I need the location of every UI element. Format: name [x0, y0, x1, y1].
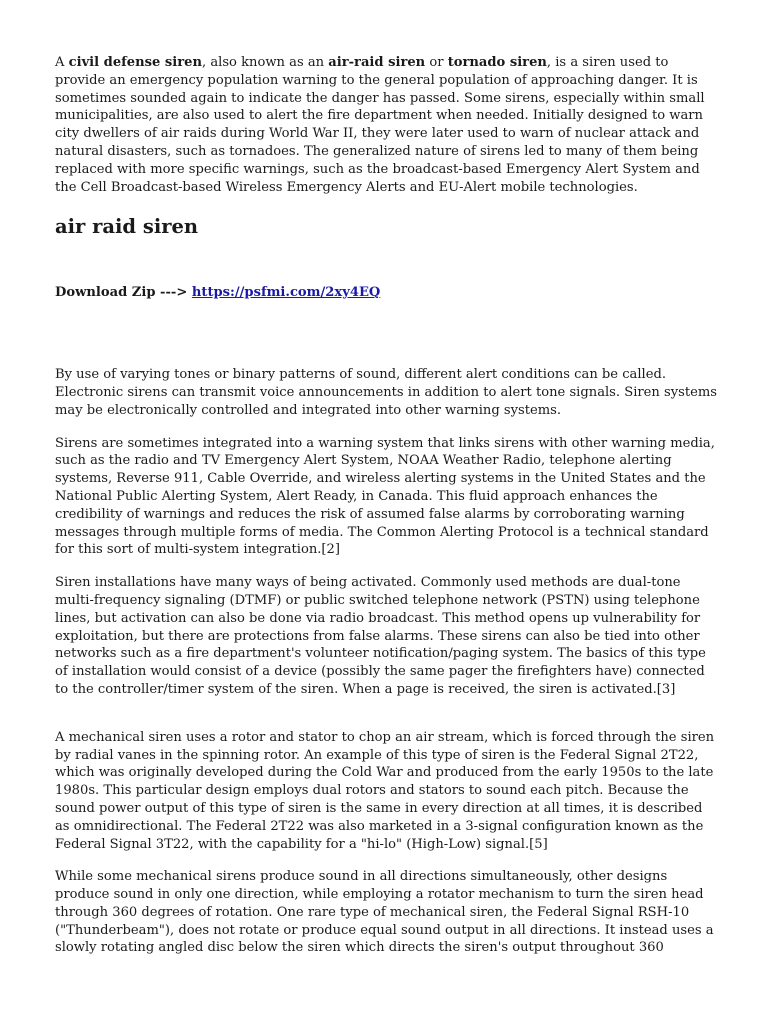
intro-text: , is a siren used to provide an emergency population warning to the general population of approaching danger. It is sometimes sounded again to indicate the danger has passed. Some sirens, especially within small municipalities, are also used to alert the fire department when needed. Initially designed to warn city dwellers of air raids during World War II, they were later used to warn of nuclear attack and natural disasters, such as tornadoes. The generalized nature of sirens led to many of them being replaced with more specific warnings, such as the broadcast-based Emergency Alert System and the Cell Broadcast-based Wireless Emergency Alerts and EU-Alert mobile technologies. — [55, 55, 705, 195]
page-title: air raid siren — [55, 215, 199, 239]
intro-text: A — [55, 55, 69, 70]
paragraph-alert-tones: By use of varying tones or binary patterns of sound, different alert conditions can be called. Electronic sirens can transmit voice announcements in addition to alert tone signals. Siren systems may be electronically controlled and integrated into other warning systems. — [55, 367, 717, 418]
intro-text: , also known as an — [202, 55, 329, 70]
term-tornado-siren: tornado siren — [447, 55, 547, 70]
term-civil-defense-siren: civil defense siren — [68, 55, 203, 70]
paragraph-warning-systems: Sirens are sometimes integrated into a warning system that links sirens with other warning media, such as the radio and TV Emergency Alert System, NOAA Weather Radio, telephone alerting systems, Reverse 911, Cable Override, and wireless alerting systems in the United States and the National Public Alerting System, Alert Ready, in Canada. This fluid approach enhances the credibility of warnings and reduces the risk of assumed false alarms by corroborating warning messages through multiple forms of media. The Common Alerting Protocol is a technical standard for this sort of multi-system integration.[2] — [55, 435, 715, 558]
download-label: Download Zip ---> — [55, 285, 192, 301]
download-line — [55, 284, 717, 302]
intro-paragraph — [55, 54, 717, 196]
paragraph-mechanical-siren: A mechanical siren uses a rotor and stator to chop an air stream, which is forced through the siren by radial vanes in the spinning rotor. An example of this type of siren is the Federal Signal 2T22, which was originally developed during the Cold War and produced from the early 1950s to the late 1980s. This particular design employs dual rotors and stators to sound each pitch. Because the sound power output of this type of siren is the same in every direction at all times, it is described as omnidirectional. The Federal 2T22 was also marketed in a 3-signal configuration known as the Federal Signal 3T22, with the capability for a "hi-lo" (High-Low) signal.[5] — [55, 729, 715, 852]
download-link[interactable]: https://psfmi.com/2xy4EQ — [191, 285, 381, 301]
intro-text: or — [425, 55, 448, 70]
term-air-raid-siren: air-raid siren — [328, 55, 426, 70]
paragraph-directional-siren: While some mechanical sirens produce sound in all directions simultaneously, other designs produce sound in only one direction, while employing a rotator mechanism to turn the siren head through 360 degrees of rotation. One rare type of mechanical siren, the Federal Signal RSH-10 ("Thunderbeam"), does not rotate or produce equal sound output in all directions. It instead uses a slowly rotating angled disc below the siren which directs the siren's output throughout 360 — [55, 869, 714, 956]
document-page — [55, 54, 717, 972]
paragraph-activation: Siren installations have many ways of being activated. Commonly used methods are dual-tone multi-frequency signaling (DTMF) or public switched telephone network (PSTN) using telephone lines, but activation can also be done via radio broadcast. This method opens up vulnerability for exploitation, but there are protections from false alarms. These sirens can also be tied into other networks such as a fire department's volunteer notification/paging system. The basics of this type of installation would consist of a device (possibly the same pager the firefighters have) connected to the controller/timer system of the siren. When a page is received, the siren is activated.[3] — [55, 575, 706, 697]
